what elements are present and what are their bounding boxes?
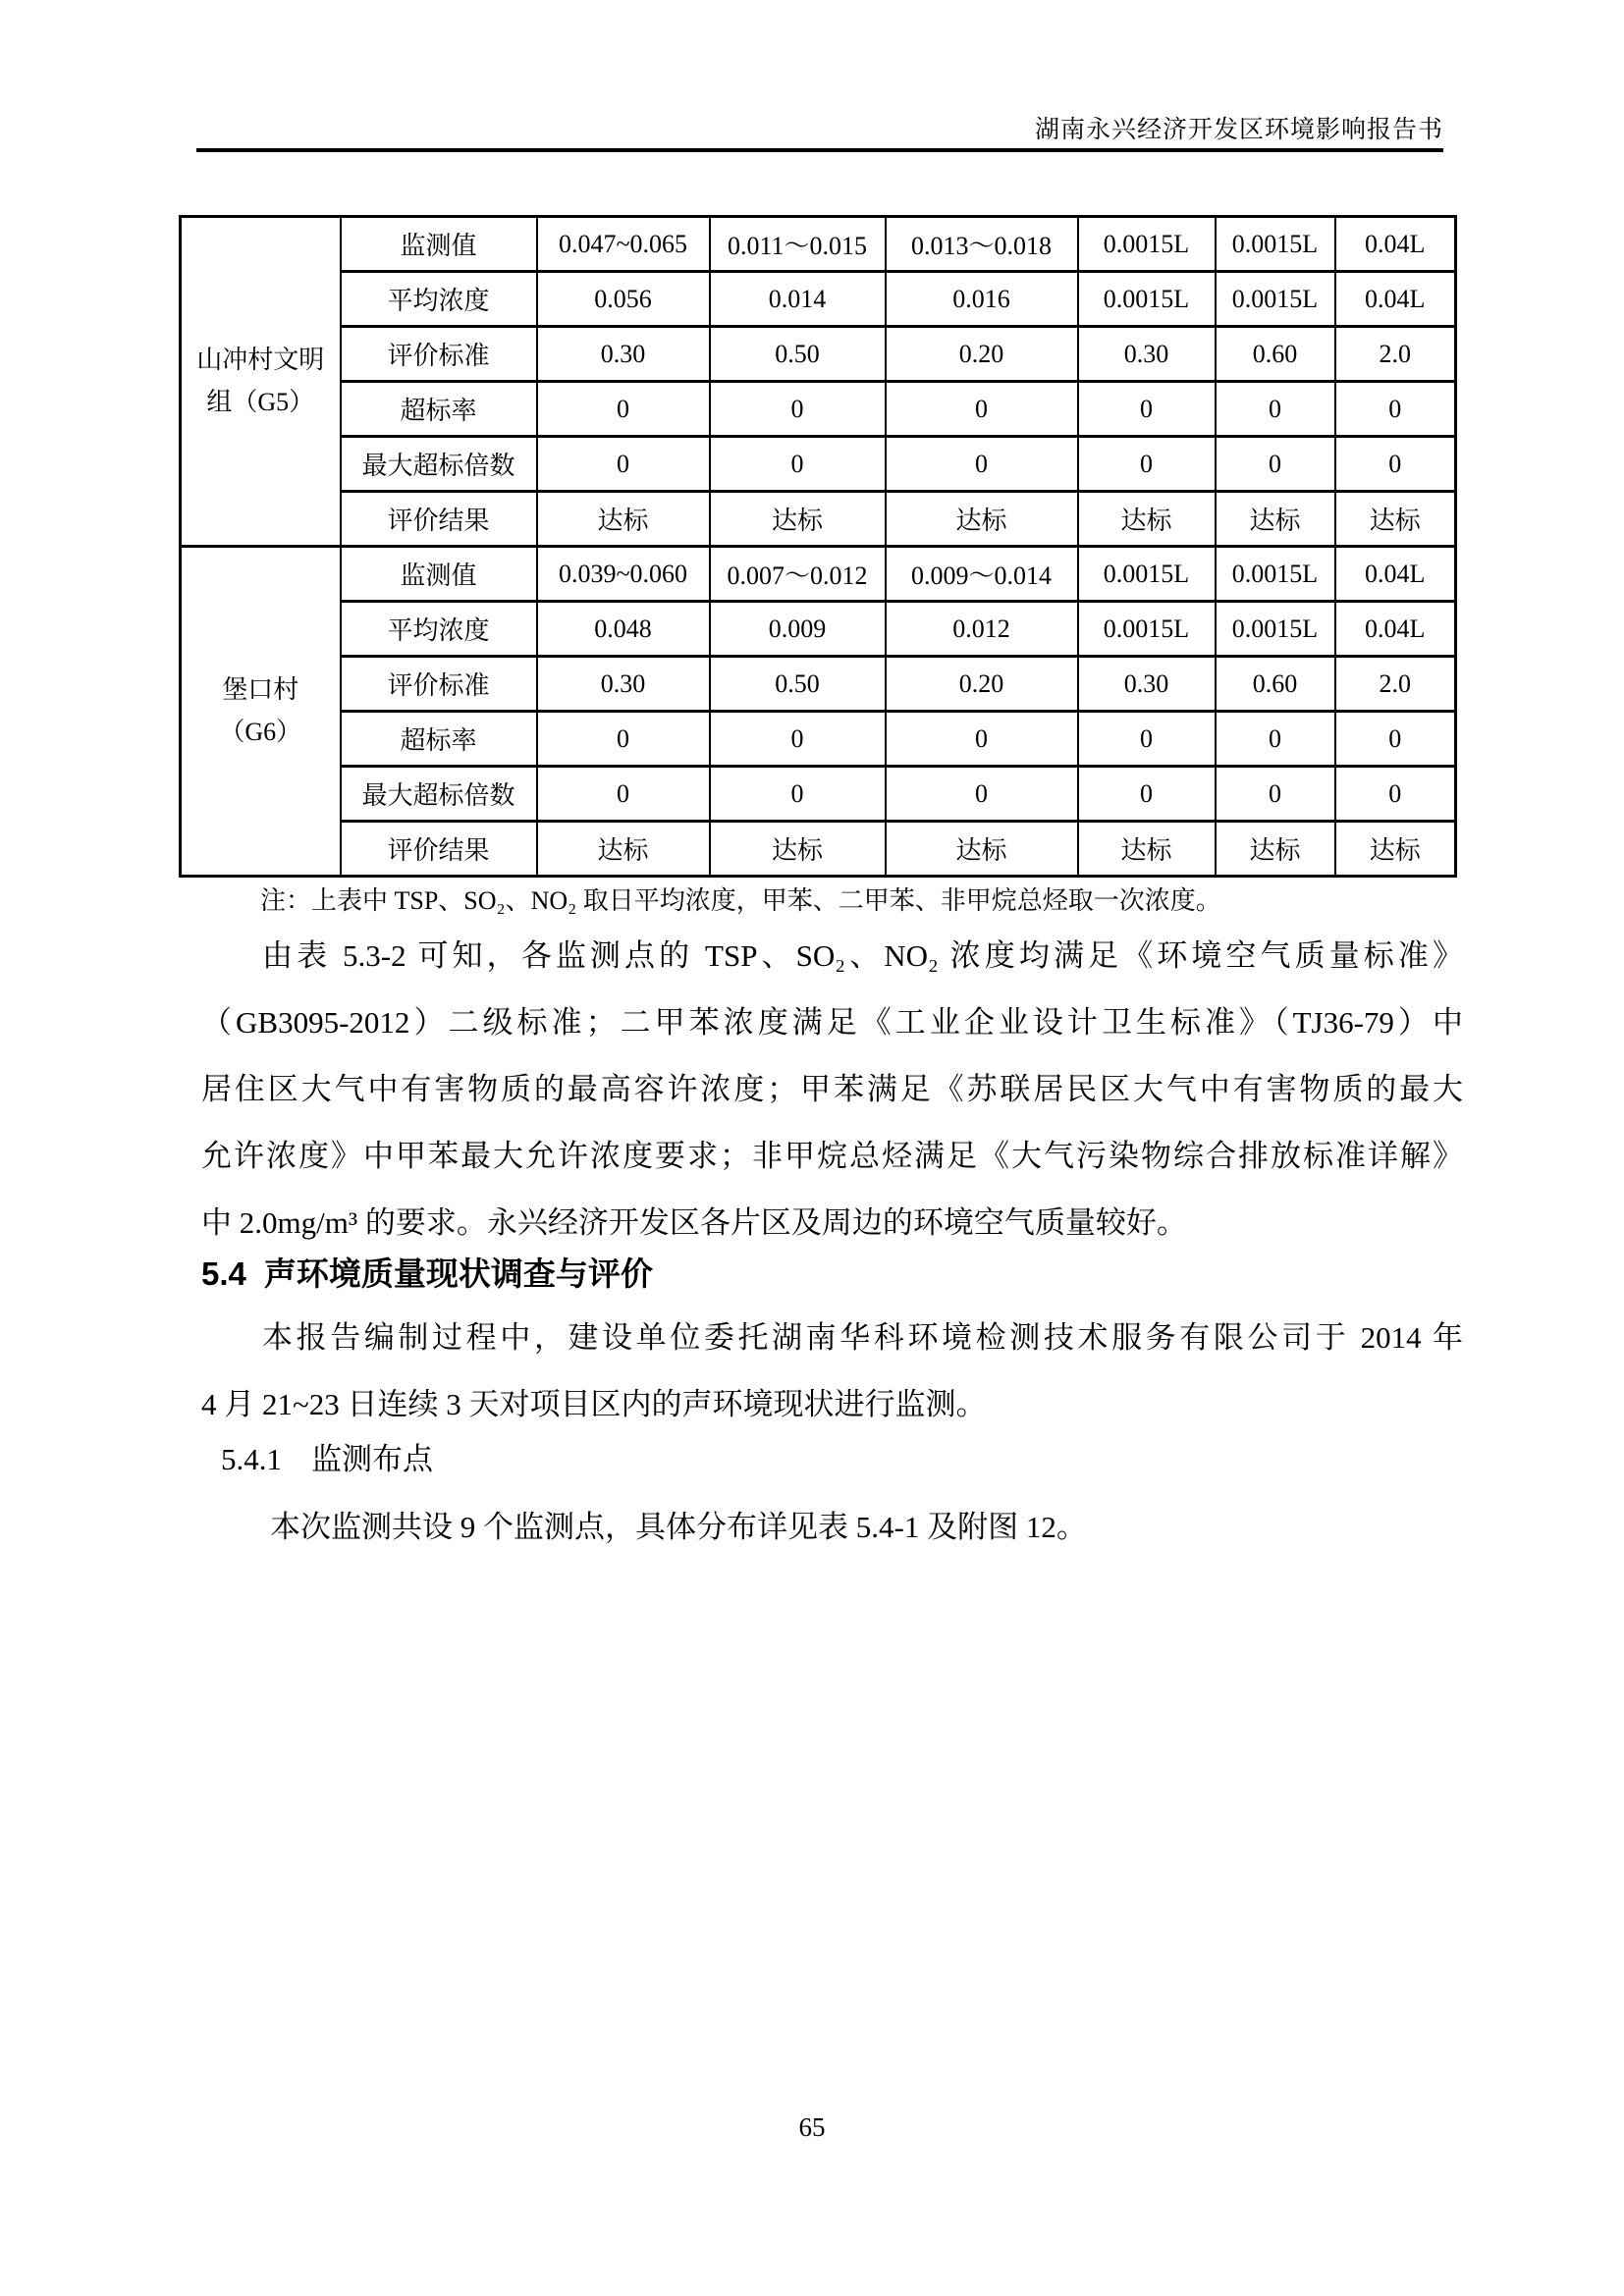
table-cell: 0.047~0.065 [537,217,710,272]
table-cell: 0 [1216,767,1335,822]
table-cell: 0 [1335,712,1456,767]
table-cell: 达标 [1078,822,1216,877]
row-header: 评价标准 [341,657,537,712]
page-number: 65 [798,2112,826,2142]
table-cell: 0.056 [537,272,710,327]
table-cell: 达标 [537,822,710,877]
table-cell: 0.50 [710,327,886,382]
table-cell: 0 [1216,437,1335,492]
group-label-line: （G6） [219,717,302,746]
table-cell: 0 [1216,712,1335,767]
table-row [181,437,1456,492]
group-header-g5 [181,217,341,547]
table-cell: 达标 [1078,492,1216,547]
section-heading-5-4-1 [221,1435,433,1484]
table-cell: 0 [1335,437,1456,492]
table-cell: 0.039~0.060 [537,547,710,602]
section-number: 5.4 [201,1255,246,1292]
table-cell: 0 [710,382,886,437]
section-heading-5-4 [201,1249,653,1300]
table-cell: 达标 [886,492,1078,547]
table-cell: 0 [537,712,710,767]
table-cell: 0.0015L [1216,602,1335,657]
row-header: 最大超标倍数 [341,437,537,492]
table-row [181,767,1456,822]
section-title: 监测布点 [311,1442,433,1476]
air-quality-table [179,215,1457,878]
table-cell: 达标 [1216,822,1335,877]
row-header: 监测值 [341,547,537,602]
table-cell: 达标 [710,822,886,877]
table-cell: 0.0015L [1078,547,1216,602]
table-cell: 0.014 [710,272,886,327]
table-cell: 0.30 [537,327,710,382]
row-header: 平均浓度 [341,272,537,327]
paragraph-line: 居住区大气中有害物质的最高容许浓度；甲苯满足《苏联居民区大气中有害物质的最大 [201,1072,1463,1106]
table-cell: 0 [710,712,886,767]
table-cell: 0.30 [1078,327,1216,382]
table-cell: 0.007～0.012 [710,547,886,602]
table-row [181,822,1456,877]
table-row [181,272,1456,327]
group-label-line: 组（G5） [206,387,315,416]
table-cell: 0 [1078,767,1216,822]
table-cell: 0 [537,437,710,492]
table-row [181,492,1456,547]
table-row [181,547,1456,602]
table-cell: 0.04L [1335,217,1456,272]
paragraph-air-quality-conclusion [201,923,1463,1256]
table-row [181,217,1456,272]
paragraph-line: 中 2.0mg/m³ 的要求。永兴经济开发区各片区及周边的环境空气质量较好。 [201,1205,1187,1240]
table-cell: 0.0015L [1216,217,1335,272]
table-cell: 0 [1078,437,1216,492]
table-cell: 0.012 [886,602,1078,657]
table-cell: 0.20 [886,327,1078,382]
table-cell: 2.0 [1335,657,1456,712]
paragraph-noise-monitoring [201,1305,1463,1438]
table-row [181,602,1456,657]
table-cell: 0.009～0.014 [886,547,1078,602]
table-cell: 0.04L [1335,272,1456,327]
paragraph-line: 本报告编制过程中，建设单位委托湖南华科环境检测技术服务有限公司于 2014 年 [262,1320,1463,1355]
section-number: 5.4.1 [221,1442,282,1476]
table-cell: 0.013～0.018 [886,217,1078,272]
row-header: 超标率 [341,382,537,437]
table-cell: 0 [710,437,886,492]
table-footnote: 注：上表中 TSP、SO₂、NO₂ 取日平均浓度，甲苯、二甲苯、非甲烷总烃取一次浓度。 [260,886,1221,915]
table-cell: 0.0015L [1078,602,1216,657]
table-row [181,327,1456,382]
table-cell: 达标 [1216,492,1335,547]
header-rule [196,148,1443,152]
page-header-title: 湖南永兴经济开发区环境影响报告书 [1034,117,1443,143]
row-header: 监测值 [341,217,537,272]
table-cell: 2.0 [1335,327,1456,382]
table-cell: 0 [537,767,710,822]
table-cell: 0 [710,767,886,822]
table-cell: 达标 [1335,822,1456,877]
table-cell: 0.50 [710,657,886,712]
table-cell: 0.011～0.015 [710,217,886,272]
table-row [181,712,1456,767]
table-cell: 0.0015L [1216,547,1335,602]
paragraph-line: 允许浓度》中甲苯最大允许浓度要求；非甲烷总烃满足《大气污染物综合排放标准详解》 [201,1139,1463,1173]
table-cell: 0.0015L [1216,272,1335,327]
row-header: 评价标准 [341,327,537,382]
group-label-line: 山冲村文明 [196,345,325,374]
row-header: 评价结果 [341,822,537,877]
paragraph-monitoring-points: 本次监测共设 9 个监测点，具体分布详见表 5.4-1 及附图 12。 [270,1510,1087,1544]
table-cell: 0 [1335,382,1456,437]
table-cell: 0 [886,712,1078,767]
section-title: 声环境质量现状调查与评价 [263,1255,653,1292]
table-cell: 0.009 [710,602,886,657]
table-row [181,382,1456,437]
table-cell: 达标 [710,492,886,547]
table-cell: 0.60 [1216,657,1335,712]
group-label-line: 堡口村 [222,674,299,704]
table-cell: 达标 [1335,492,1456,547]
table-cell: 0.04L [1335,602,1456,657]
table-cell: 达标 [537,492,710,547]
row-header: 平均浓度 [341,602,537,657]
row-header: 最大超标倍数 [341,767,537,822]
table-cell: 0 [1216,382,1335,437]
table-cell: 0.30 [1078,657,1216,712]
paragraph-line: 4 月 21~23 日连续 3 天对项目区内的声环境现状进行监测。 [201,1387,987,1421]
table-cell: 达标 [886,822,1078,877]
table-cell: 0.0015L [1078,217,1216,272]
row-header: 评价结果 [341,492,537,547]
table-cell: 0.0015L [1078,272,1216,327]
paragraph-line: （GB3095-2012）二级标准；二甲苯浓度满足《工业企业设计卫生标准》（TJ36-79）中 [201,1005,1463,1040]
table-row [181,657,1456,712]
table-cell: 0 [1078,712,1216,767]
table-cell: 0 [886,437,1078,492]
row-header: 超标率 [341,712,537,767]
group-header-g6 [181,547,341,877]
table-cell: 0.04L [1335,547,1456,602]
table-cell: 0.60 [1216,327,1335,382]
paragraph-line: 由表 5.3-2 可知，各监测点的 TSP、SO₂、NO₂ 浓度均满足《环境空气质量标准》 [262,938,1463,973]
table-cell: 0 [886,767,1078,822]
table-cell: 0.048 [537,602,710,657]
table-cell: 0 [1335,767,1456,822]
table-cell: 0.20 [886,657,1078,712]
table-cell: 0 [1078,382,1216,437]
table-cell: 0 [886,382,1078,437]
table-cell: 0 [537,382,710,437]
table-cell: 0.30 [537,657,710,712]
table-cell: 0.016 [886,272,1078,327]
